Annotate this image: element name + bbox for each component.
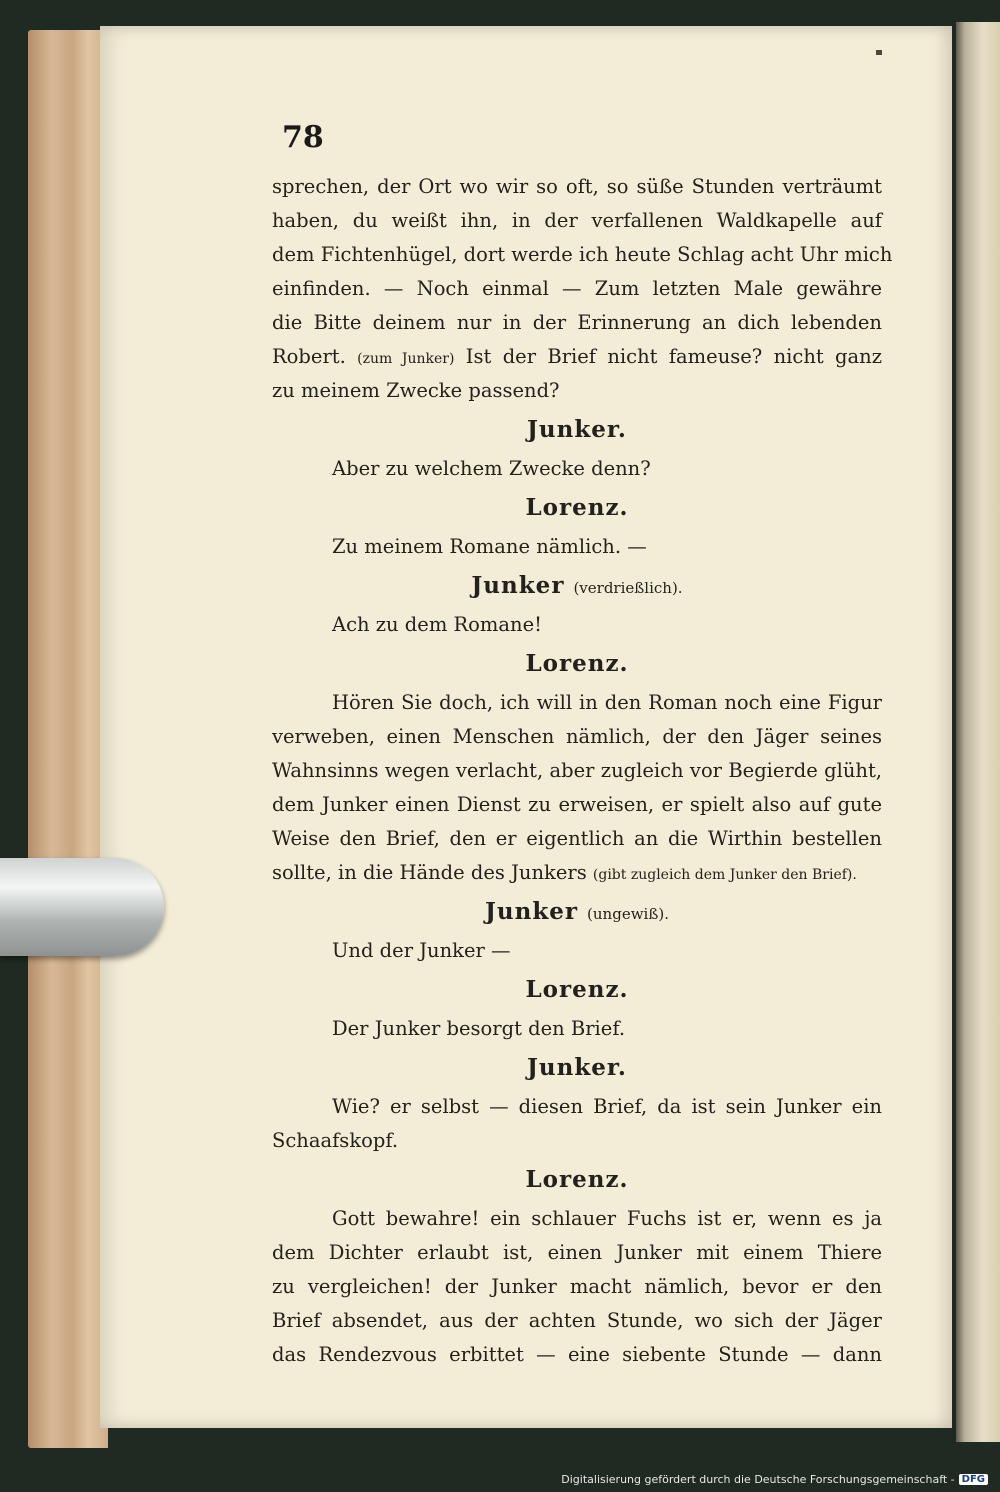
- speaker-lorenz: Lorenz.: [525, 494, 629, 521]
- text-line: einfinden. — Noch einmal — Zum letzten Male gewähre: [272, 277, 882, 300]
- ink-speck: [876, 50, 882, 55]
- speaker-junker: [272, 564, 882, 608]
- footer: [561, 1473, 988, 1486]
- stage-direction: (zum Junker): [357, 351, 455, 367]
- text-line: verweben, einen Menschen nämlich, der den Jäger seines: [272, 725, 882, 748]
- text-line: Aber zu welchem Zwecke denn?: [332, 457, 651, 480]
- text-line: Gott bewahre! ein schlauer Fuchs ist er, wenn es ja: [332, 1207, 882, 1230]
- text-line: Brief absendet, aus der achten Stunde, wo sich der Jäger: [272, 1309, 882, 1332]
- page-text: [272, 170, 893, 1372]
- text-line: [272, 340, 882, 374]
- text-line: Schaafskopf.: [272, 1129, 399, 1152]
- speaker-junker: Junker.: [527, 416, 627, 443]
- text-line: das Rendezvous erbittet — eine siebente Stunde — dann: [272, 1343, 882, 1366]
- text-line: Wie? er selbst — diesen Brief, da ist sein Junker ein: [332, 1095, 882, 1118]
- footer-credit: Digitalisierung gefördert durch die Deutsche Forschungsgemeinschaft -: [561, 1473, 955, 1486]
- book-page-edges: [28, 30, 108, 1448]
- text-line: sprechen, der Ort wo wir so oft, so süße Stunden verträumt: [272, 175, 882, 198]
- speaker-junker: Junker.: [527, 1054, 627, 1081]
- speaker-lorenz: Lorenz.: [525, 976, 629, 1003]
- text-line: dem Fichtenhügel, dort werde ich heute Schlag acht Uhr mich: [272, 243, 893, 266]
- speaker-lorenz: Lorenz.: [525, 650, 629, 677]
- text-line: Und der Junker —: [332, 939, 511, 962]
- text-line: die Bitte deinem nur in der Erinnerung an dich lebenden: [272, 311, 882, 334]
- stage-direction: (verdrießlich).: [573, 579, 683, 597]
- text-fragment: Ist der Brief nicht fameuse? nicht ganz: [454, 345, 882, 368]
- stage-direction: (ungewiß).: [587, 905, 669, 923]
- speaker-junker: [272, 890, 882, 934]
- speaker-name: Junker: [485, 898, 579, 925]
- stage-direction: (gibt zugleich dem Junker den Brief).: [592, 867, 857, 883]
- text-line: dem Junker einen Dienst zu erweisen, er spielt also auf gute: [272, 793, 882, 816]
- text-line: dem Dichter erlaubt ist, einen Junker mit einem Thiere: [272, 1241, 882, 1264]
- speaker-name: Junker: [471, 572, 565, 599]
- dfg-logo: DFG: [959, 1474, 988, 1485]
- page-clip: [0, 858, 164, 956]
- text-line: Ach zu dem Romane!: [332, 613, 542, 636]
- text-line: zu vergleichen! der Junker macht nämlich, bevor er den: [272, 1275, 882, 1298]
- text-line: [272, 856, 882, 890]
- text-line: Der Junker besorgt den Brief.: [332, 1017, 626, 1040]
- page-number: 78: [282, 120, 324, 155]
- text-line: Zu meinem Romane nämlich. —: [332, 535, 647, 558]
- text-fragment: sollte, in die Hände des Junkers: [272, 861, 593, 884]
- facing-page-edge: [956, 22, 1000, 1442]
- text-fragment: Robert.: [272, 345, 358, 368]
- text-line: zu meinem Zwecke passend?: [272, 379, 560, 402]
- text-line: Wahnsinns wegen verlacht, aber zugleich vor Begierde glüht,: [272, 759, 882, 782]
- text-line: Hören Sie doch, ich will in den Roman noch eine Figur: [332, 691, 882, 714]
- text-line: haben, du weißt ihn, in der verfallenen Waldkapelle auf: [272, 209, 882, 232]
- speaker-lorenz: Lorenz.: [525, 1166, 629, 1193]
- text-line: Weise den Brief, den er eigentlich an die Wirthin bestellen: [272, 827, 882, 850]
